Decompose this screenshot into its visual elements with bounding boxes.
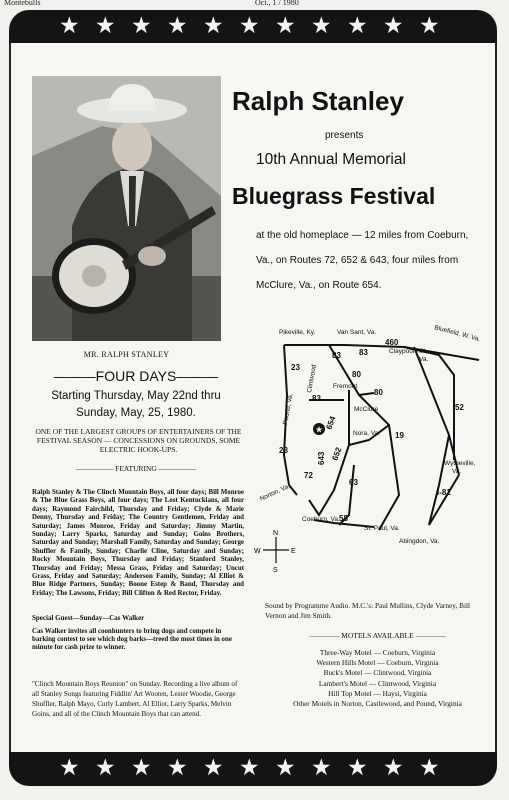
map-label-wytheville-state: Va.	[452, 468, 462, 475]
star-icon: ★	[347, 13, 368, 39]
largest-groups-text: ONE OF THE LARGEST GROUPS OF ENTERTAINERS OF THE FESTIVAL SEASON — CONCESSIONS ON GROUNDS, SOME ELECTRIC HOOK-UPS.	[35, 427, 242, 454]
dates-line-2: Sunday, May, 25, 1980.	[76, 407, 196, 419]
map-label-coeburn: Coeburn, Va.	[302, 516, 340, 523]
map-label-bluefield: Bluefield, W. Va.	[433, 324, 481, 344]
star-icon: ★	[383, 13, 404, 39]
clipped-publication-text: Montebulls	[4, 0, 41, 7]
map-label-nora: Nora, Va.	[353, 430, 380, 437]
location-line-1: at the old homeplace — 12 miles from Coeburn,	[256, 230, 469, 241]
lineup-paragraph: Ralph Stanley & The Clinch Mountain Boys, all four days; Bill Monroe & The Blue Grass Boys, all four days; The Lost Kentuckians, all four days; Raymond Fairchild, Thursday and Friday; Clyde & Marie Denny, Thursday and Friday; The Country Gentlemen, Friday and Saturday; James Monroe, Friday and Saturday; Jimmy Martin, Sunday; Larry Sparks, Saturday and Sunday; Goins Brothers, Saturday and Sunday; Marshall Family, Saturday and Sunday; George Shuffler & Family, Sunday; Charlie Cline, Saturday and Sunday; Rocky Mountain Boys, Thursday and Friday; Stanford Stanley, Thursday and Friday; Messa Grass, Friday and Saturday; Uncut Grass, Friday and Saturday; Anderson Family, Sunday; Al Elliot & Blue Ridge Partners, Sunday; Boone Estep & Band, Thursday and Friday; The Lawsons, Friday; Bill Clifton & Red Rector, Friday.	[32, 489, 244, 597]
route-83-a: 83	[332, 351, 341, 360]
map-label-claypool: Claypool Hill,	[389, 348, 427, 355]
motels-list	[265, 648, 490, 709]
special-guest-text: Cas Walker invites all coonhunters to bring dogs and compete in barking contest to see which dog barks—treed the most times in one minute for cash prize to winner.	[32, 628, 232, 652]
compass-n: N	[273, 530, 279, 537]
man-with-banjo-photo	[32, 76, 221, 341]
photo-caption: MR. RALPH STANLEY	[83, 350, 170, 359]
location-line-3: McClure, Va., on Route 654.	[256, 280, 382, 291]
map-label-wytheville: Wytheville,	[444, 460, 476, 467]
star-icon: ★	[131, 13, 152, 39]
map-label-pound: Pound, Va.	[282, 392, 295, 426]
route-80-a: 80	[352, 370, 361, 379]
route-80-b: 80	[374, 388, 383, 397]
directions-map	[249, 315, 489, 585]
star-icon: ★	[347, 755, 368, 781]
top-star-border	[9, 10, 497, 43]
map-label-fremont: Fremont	[333, 383, 358, 390]
star-icon: ★	[203, 13, 224, 39]
compass-s: S	[273, 567, 278, 574]
star-icon: ★	[239, 755, 260, 781]
route-83-c: 83	[312, 394, 321, 403]
map-label-vansant: Van Sant, Va.	[337, 329, 377, 336]
star-icon: ★	[167, 13, 188, 39]
compass-e: E	[291, 548, 296, 555]
motels-heading: ———— MOTELS AVAILABLE ————	[309, 631, 446, 640]
route-63: 63	[349, 478, 358, 487]
dates-line-1: Starting Thursday, May 22nd thru	[51, 390, 221, 402]
location-line-2: Va., on Routes 72, 652 & 643, four miles from	[256, 255, 459, 266]
map-label-mcclure: McClure	[354, 406, 379, 413]
star-icon: ★	[311, 13, 332, 39]
event-line: 10th Annual Memorial	[256, 151, 406, 168]
star-icon: ★	[419, 13, 440, 39]
star-icon: ★	[59, 13, 80, 39]
motel-item: Western Hills Motel — Coeburn, Virginia	[316, 658, 439, 668]
clipped-date-text: Oct., 1 / 1980	[255, 0, 299, 7]
star-icon: ★	[419, 755, 440, 781]
four-days-heading: ———FOUR DAYS———	[53, 368, 219, 384]
map-label-pikeville: Pikeville, Ky.	[279, 329, 316, 336]
star-icon: ★	[311, 755, 332, 781]
star-icon: ★	[203, 755, 224, 781]
route-19: 19	[395, 431, 404, 440]
star-icon: ★	[383, 755, 404, 781]
star-icon: ★	[167, 755, 188, 781]
route-652: 652	[330, 446, 344, 462]
route-58: 58	[339, 514, 348, 523]
artist-name-heading: Ralph Stanley	[232, 86, 404, 116]
featuring-heading: ————— FEATURING —————	[75, 464, 197, 473]
motel-item: Hill Top Motel — Haysi, Virginia	[328, 688, 427, 698]
map-label-stpaul: St. Paul, Va.	[364, 525, 400, 532]
star-icon: ★	[95, 13, 116, 39]
motel-item: Three-Way Motel — Coeburn, Virginia	[319, 648, 436, 657]
compass-rose-icon	[254, 530, 296, 574]
route-52: 52	[455, 403, 464, 412]
route-23-a: 23	[291, 363, 300, 372]
compass-w: W	[254, 548, 261, 555]
reunion-paragraph: "Clinch Mountain Boys Reunion" on Sunday. Recording a live album of all Stanley Songs featuring Fiddlin' Art Wooten, Lester Woodie, George Shuffler, Ralph Mayo, Curly Lambert, Al Elliot, Larry Sparks, Melvin Goins, and all of the Clinch Mountain Boys that can attend.	[32, 680, 238, 718]
route-i81: I-81	[437, 488, 451, 497]
map-label-clintwood: Clintwood	[306, 364, 318, 394]
motel-item: Other Motels in Norton, Castlewood, and Pound, Virginia	[293, 699, 462, 709]
star-icon: ★	[239, 13, 260, 39]
sound-credits: Sound by Programme Audio. M.C.'s: Paul Mullins, Clyde Varney, Bill Vernon and Jim Smith.	[265, 601, 471, 620]
presents-text: presents	[325, 130, 364, 141]
route-460: 460	[385, 338, 399, 347]
bottom-star-border	[9, 752, 497, 786]
route-654: 654	[324, 415, 338, 431]
festival-site-marker: ★	[314, 424, 324, 435]
top-clipped-header	[0, 0, 509, 8]
route-83-b: 83	[359, 348, 368, 357]
star-icon: ★	[275, 13, 296, 39]
motel-item: Buck's Motel — Clintwood, Virginia	[323, 668, 432, 678]
star-icon: ★	[95, 755, 116, 781]
route-643: 643	[317, 451, 326, 465]
star-icon: ★	[131, 755, 152, 781]
motel-item: Lambert's Motel — Clintwood, Virginia	[318, 678, 437, 688]
star-icon: ★	[59, 755, 80, 781]
festival-title: Bluegrass Festival	[232, 183, 436, 209]
star-icon: ★	[275, 755, 296, 781]
map-label-claypool-state: Va.	[419, 356, 429, 363]
route-23-b: 23	[279, 446, 288, 455]
special-guest-heading: Special Guest—Sunday—Cas Walker	[32, 614, 145, 622]
route-72: 72	[304, 471, 313, 480]
map-label-abingdon: Abingdon, Va.	[399, 538, 440, 545]
map-label-norton: Norton, Va.	[258, 482, 292, 503]
